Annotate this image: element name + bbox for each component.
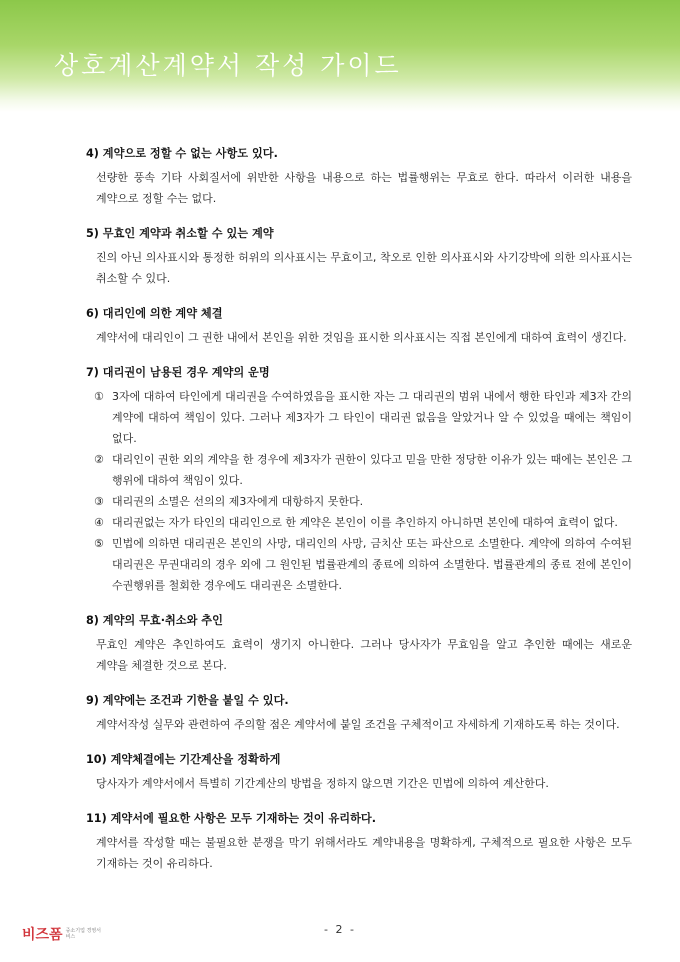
section-paragraph: 진의 아닌 의사표시와 통정한 허위의 의사표시는 무효이고, 착오로 인한 의사표시와 사기강박에 의한 의사표시는 취소할 수 있다. [96, 251, 632, 285]
guide-content [86, 146, 632, 891]
section-paragraph: 당사자가 계약서에서 특별히 기간계산의 방법을 정하지 않으면 기간은 민법에 의하여 계산한다. [96, 777, 549, 790]
section-title: 7) 대리권이 남용된 경우 계약의 운명 [86, 366, 270, 379]
item-text: 민법에 의하면 대리권은 본인의 사망, 대리인의 사망, 금치산 또는 파산으로 소멸한다. 계약에 의하여 수여된 대리권은 무권대리의 경우 외에 그 원인된 법률관계의 종료에 의하여 소멸한다. 법률관계의 종료 전에 본인이 수권행위를 철회한 경우에도 대리권은 소멸한다. [112, 537, 632, 592]
section-6 [86, 306, 632, 348]
section-7 [86, 365, 632, 596]
item-text: 대리권없는 자가 타인의 대리인으로 한 계약은 본인이 이를 추인하지 아니하면 본인에 대하여 효력이 없다. [112, 516, 618, 529]
page-header [0, 0, 680, 112]
item-number: ① [94, 390, 104, 403]
section-paragraph: 계약서작성 실무와 관련하여 주의할 점은 계약서에 붙일 조건을 구체적이고 자세하게 기재하도록 하는 것이다. [96, 718, 620, 731]
item-number: ④ [94, 516, 104, 529]
section-title: 9) 계약에는 조건과 기한을 붙일 수 있다. [86, 694, 289, 707]
section-5 [86, 226, 632, 289]
logo-subtext: 중소기업 경영서비스 [65, 928, 101, 940]
section-paragraph: 계약서를 작성할 때는 불필요한 분쟁을 막기 위해서라도 계약내용을 명확하게, 구체적으로 필요한 사항은 모두 기재하는 것이 유리하다. [96, 836, 632, 870]
section-paragraph: 선량한 풍속 기타 사회질서에 위반한 사항을 내용으로 하는 법률행위는 무효로 한다. 따라서 이러한 내용을 계약으로 정할 수는 없다. [96, 171, 632, 205]
section-10 [86, 752, 632, 794]
list-item [94, 386, 632, 449]
section-title: 11) 계약서에 필요한 사항은 모두 기재하는 것이 유리하다. [86, 812, 376, 825]
section-title: 10) 계약체결에는 기간계산을 정확하게 [86, 753, 281, 766]
section-title: 4) 계약으로 정할 수 없는 사항도 있다. [86, 147, 278, 160]
item-number: ③ [94, 495, 104, 508]
list-item [94, 449, 632, 491]
section-paragraph: 계약서에 대리인이 그 권한 내에서 본인을 위한 것임을 표시한 의사표시는 직접 본인에게 대하여 효력이 생긴다. [96, 331, 627, 344]
item-number: ② [94, 453, 104, 466]
section-11 [86, 811, 632, 874]
section-9 [86, 693, 632, 735]
item-text: 대리인이 권한 외의 계약을 한 경우에 제3자가 권한이 있다고 믿을 만한 정당한 이유가 있는 때에는 본인은 그 행위에 대하여 책임이 있다. [112, 453, 632, 487]
list-item [94, 491, 632, 512]
logo-text: 비즈폼 [22, 927, 63, 943]
item-text: 대리권의 소멸은 선의의 제3자에게 대항하지 못한다. [112, 495, 364, 508]
section-title: 8) 계약의 무효·취소와 추인 [86, 614, 223, 627]
item-number: ⑤ [94, 537, 104, 550]
list-item [94, 512, 632, 533]
section-title: 6) 대리인에 의한 계약 체결 [86, 307, 223, 320]
section-title: 5) 무효인 계약과 취소할 수 있는 계약 [86, 227, 274, 240]
section-8 [86, 613, 632, 676]
section-paragraph: 무효인 계약은 추인하여도 효력이 생기지 아니한다. 그러나 당사자가 무효임을 알고 추인한 때에는 새로운 계약을 체결한 것으로 본다. [96, 638, 632, 672]
list-item [94, 533, 632, 596]
section-4 [86, 146, 632, 209]
document-title: 상호계산계약서 작성 가이드 [54, 51, 402, 80]
page-number: - 2 - [324, 923, 356, 936]
item-text: 3자에 대하여 타인에게 대리권을 수여하였음을 표시한 자는 그 대리권의 범위 내에서 행한 타인과 제3자 간의 계약에 대하여 책임이 있다. 그러나 제3자가 그 타인이 대리권 없음을 알았거나 알 수 있었을 때에는 책임이 없다. [112, 390, 632, 445]
